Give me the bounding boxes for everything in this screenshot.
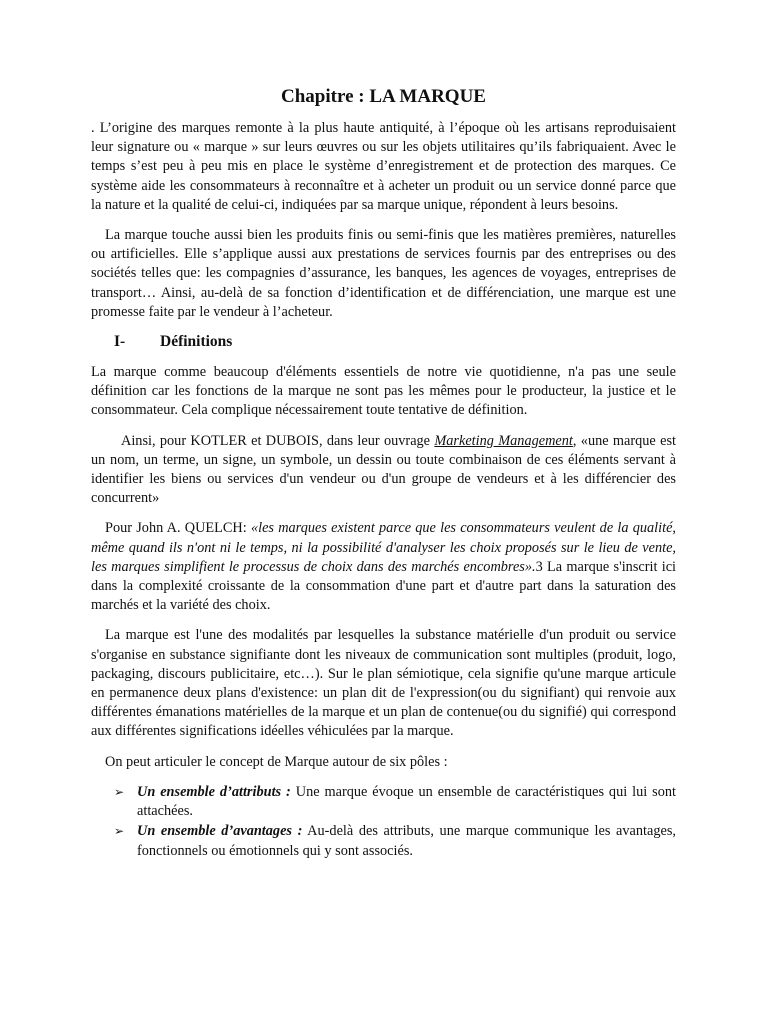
- list-item: [114, 783, 676, 821]
- list-item: [114, 822, 676, 860]
- arrow-bullet-icon: ➢: [114, 824, 125, 839]
- intro-paragraph-1: . L’origine des marques remonte à la plus haute antiquité, à l’époque où les artisans reproduisaient leur signature ou « marque » sur leurs œuvres ou sur les objets utilitaires qu’ils fabriquaient. Avec le temps s’est peu à peu mis en place le système d’enregistrement et de protection des marques. Ce système aide les consommateurs à reconnaître et à acheter un produit ou un service donné parce que la nature et la qualité de celui-ci, indiquées par sa marque unique, répondent à leurs besoins.: [91, 120, 676, 213]
- quelch-paragraph: [91, 519, 676, 615]
- quelch-intro: Pour John A. QUELCH:: [105, 520, 251, 537]
- kotler-definition: , «une marque est un nom, un terme, un signe, un symbole, un dessin ou toute combinaison de ces éléments servant à identifier les biens ou services d'un vendeur ou d'un groupe de vendeurs et à les différencier des concurrent»: [91, 432, 676, 507]
- pole-description: Au-delà des attributs, une marque communique les avantages, fonctionnels ou émotionnels qui y sont associés.: [137, 823, 676, 859]
- semiotic-paragraph: La marque est l'une des modalités par lesquelles la substance matérielle d'un produit ou service s'organise en substance signifiante dont les niveaux de communication sont multiples (produit, logo, packaging, discours publicitaire, etc…). Sur le plan sémiotique, cela signifie qu'une marque articule en permanence deux plans d'existence: un plan dit de l'expression(ou du signifiant) qui renvoie aux différentes émanations matérielles de la marque et un plan de contenue(ou du signifié) qui correspond aux différentes significations idéelles véhiculées par la marque.: [91, 627, 676, 740]
- section-heading: [114, 333, 676, 351]
- pole-term: Un ensemble d’attributs :: [137, 783, 291, 800]
- quelch-comment: 3 La marque s'inscrit ici dans la complexité croissante de la consommation d'une part et d'autre part dans la saturation des marchés et la variété des choix.: [91, 558, 677, 614]
- definitions-paragraph: La marque comme beaucoup d'éléments essentiels de notre vie quotidienne, n'a pas une seule définition car les fonctions de la marque ne sont pas les mêmes pour le producteur, la justice et le consommateur. Cela complique nécessairement toute tentative de définition.: [91, 364, 676, 419]
- pole-description: Une marque évoque un ensemble de caractéristiques qui lui sont attachées.: [137, 783, 676, 820]
- kotler-paragraph: [91, 432, 676, 509]
- intro-paragraph-2: La marque touche aussi bien les produits finis ou semi-finis que les matières premières, naturelles ou artificielles. Elle s’applique aussi aux prestations de services fournis par des entreprises ou des sociétés telles que: les compagnies d’assurance, les banques, les agences de voyages, entreprises de transport… Ainsi, au-delà de sa fonction d’identification et de différenciation, une marque est une promesse faite par le vendeur à l’acheteur.: [91, 227, 676, 320]
- section-number: I-: [114, 333, 126, 351]
- pole-term: Un ensemble d’avantages :: [137, 823, 303, 840]
- arrow-bullet-icon: ➢: [114, 784, 125, 799]
- kotler-intro: Ainsi, pour KOTLER et DUBOIS, dans leur ouvrage: [121, 432, 435, 449]
- book-title: Marketing Management: [434, 432, 573, 449]
- section-title: Définitions: [160, 333, 233, 351]
- quelch-quote: «les marques existent parce que les consommateurs veulent de la qualité, même quand ils n'ont ni le temps, ni la possibilité d'analyser les choix proposés sur le lieu de vente, les marques simplifient le processus de choix dans des marchés encombres».: [91, 520, 676, 575]
- poles-list: [91, 783, 676, 861]
- poles-intro: On peut articuler le concept de Marque autour de six pôles :: [105, 753, 448, 770]
- page-title: Chapitre : LA MARQUE: [281, 86, 486, 107]
